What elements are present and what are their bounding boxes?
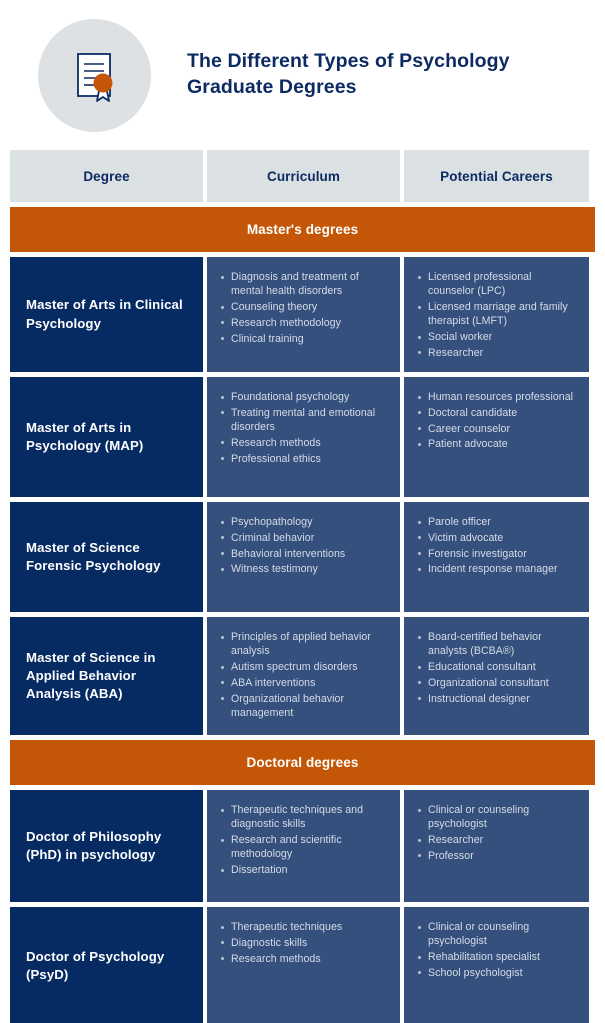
- list-item: Rehabilitation specialist: [416, 950, 579, 964]
- degree-cell: [10, 377, 203, 497]
- careers-list: [416, 390, 579, 452]
- careers-cell: [404, 617, 589, 735]
- list-item: Victim advocate: [416, 531, 579, 545]
- list-item: School psychologist: [416, 966, 579, 980]
- degree-name: Master of Arts in Psychology (MAP): [26, 419, 144, 453]
- column-header-degree: Degree: [10, 150, 203, 202]
- list-item: Researcher: [416, 346, 579, 360]
- degree-name: Master of Science Forensic Psychology: [26, 539, 161, 573]
- table-row: [10, 377, 595, 497]
- degree-cell: [10, 907, 203, 1023]
- list-item: Clinical training: [219, 332, 390, 346]
- list-item: Human resources professional: [416, 390, 579, 404]
- curriculum-list: [219, 515, 390, 577]
- list-item: Professional ethics: [219, 452, 390, 466]
- list-item: Board-certified behavior analysts (BCBA®): [416, 630, 579, 659]
- list-item: Licensed marriage and family therapist (LMFT): [416, 300, 579, 329]
- list-item: Educational consultant: [416, 660, 579, 674]
- list-item: Forensic investigator: [416, 547, 579, 561]
- careers-cell: [404, 502, 589, 612]
- curriculum-list: [219, 920, 390, 966]
- list-item: Incident response manager: [416, 562, 579, 576]
- list-item: Career counselor: [416, 422, 579, 436]
- column-header-careers: Potential Careers: [404, 150, 589, 202]
- section-band-doctoral: Doctoral degrees: [10, 740, 595, 785]
- table-row: [10, 502, 595, 612]
- page-title: The Different Types of Psychology Graduate Degrees: [187, 50, 510, 98]
- section-band-masters: Master's degrees: [10, 207, 595, 252]
- degree-name: Master of Arts in Clinical Psychology: [26, 297, 183, 331]
- list-item: Instructional designer: [416, 692, 579, 706]
- list-item: Organizational consultant: [416, 676, 579, 690]
- careers-list: [416, 515, 579, 577]
- careers-cell: [404, 257, 589, 372]
- careers-list: [416, 270, 579, 360]
- list-item: Clinical or counseling psychologist: [416, 803, 579, 832]
- degree-cell: [10, 790, 203, 902]
- list-item: Organizational behavior management: [219, 692, 390, 721]
- list-item: Psychopathology: [219, 515, 390, 529]
- list-item: Therapeutic techniques and diagnostic skills: [219, 803, 390, 832]
- degree-name: Master of Science in Applied Behavior Analysis (ABA): [26, 649, 156, 702]
- list-item: Patient advocate: [416, 437, 579, 451]
- list-item: Treating mental and emotional disorders: [219, 406, 390, 435]
- curriculum-cell: [207, 377, 400, 497]
- list-item: Research and scientific methodology: [219, 833, 390, 862]
- column-header-curriculum: Curriculum: [207, 150, 400, 202]
- careers-list: [416, 920, 579, 980]
- degree-name: Doctor of Psychology (PsyD): [26, 948, 165, 982]
- table-row: [10, 257, 595, 372]
- list-item: Witness testimony: [219, 562, 390, 576]
- careers-list: [416, 803, 579, 863]
- curriculum-list: [219, 630, 390, 720]
- curriculum-list: [219, 803, 390, 877]
- list-item: Research methodology: [219, 316, 390, 330]
- list-item: Therapeutic techniques: [219, 920, 390, 934]
- list-item: Research methods: [219, 436, 390, 450]
- list-item: Clinical or counseling psychologist: [416, 920, 579, 949]
- table-row: [10, 790, 595, 902]
- careers-cell: [404, 377, 589, 497]
- list-item: Professor: [416, 849, 579, 863]
- curriculum-cell: [207, 257, 400, 372]
- degree-cell: [10, 502, 203, 612]
- list-item: Parole officer: [416, 515, 579, 529]
- certificate-diploma-icon: [38, 19, 151, 132]
- list-item: Doctoral candidate: [416, 406, 579, 420]
- list-item: Foundational psychology: [219, 390, 390, 404]
- list-item: Researcher: [416, 833, 579, 847]
- list-item: Dissertation: [219, 863, 390, 877]
- curriculum-cell: [207, 907, 400, 1023]
- table-row: [10, 617, 595, 735]
- list-item: Counseling theory: [219, 300, 390, 314]
- table-header-row: [10, 150, 595, 202]
- list-item: Research methods: [219, 952, 390, 966]
- degrees-table: [0, 150, 605, 1023]
- careers-list: [416, 630, 579, 706]
- list-item: Criminal behavior: [219, 531, 390, 545]
- degree-name: Doctor of Philosophy (PhD) in psychology: [26, 828, 162, 862]
- header: [0, 0, 605, 150]
- list-item: Diagnostic skills: [219, 936, 390, 950]
- degree-cell: [10, 617, 203, 735]
- careers-cell: [404, 790, 589, 902]
- list-item: ABA interventions: [219, 676, 390, 690]
- curriculum-cell: [207, 617, 400, 735]
- list-item: Autism spectrum disorders: [219, 660, 390, 674]
- curriculum-list: [219, 390, 390, 466]
- degree-cell: [10, 257, 203, 372]
- list-item: Diagnosis and treatment of mental health disorders: [219, 270, 390, 299]
- list-item: Licensed professional counselor (LPC): [416, 270, 579, 299]
- curriculum-list: [219, 270, 390, 346]
- list-item: Behavioral interventions: [219, 547, 390, 561]
- list-item: Principles of applied behavior analysis: [219, 630, 390, 659]
- list-item: Social worker: [416, 330, 579, 344]
- curriculum-cell: [207, 790, 400, 902]
- curriculum-cell: [207, 502, 400, 612]
- table-row: [10, 907, 595, 1023]
- careers-cell: [404, 907, 589, 1023]
